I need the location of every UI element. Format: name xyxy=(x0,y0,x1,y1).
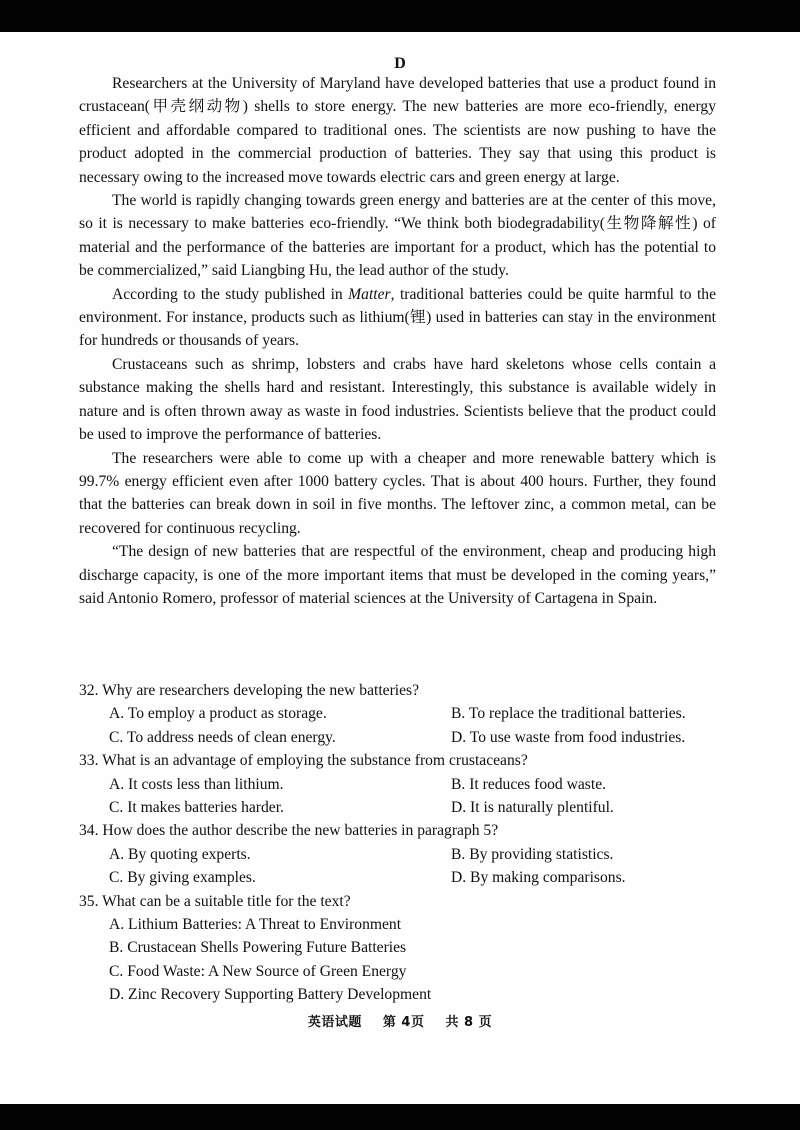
question-34 xyxy=(79,819,719,889)
option-a: A. To employ a product as storage. xyxy=(109,705,327,723)
paragraph-2: The world is rapidly changing towards green energy and batteries are at the center of this move, so it is necessary to make batteries eco-friendly. “We think both biodegradability(生物降解性) of material and the performance of the batteries are important for a product, which has the potential to be commercialized,” said Liangbing Hu, the lead author of the study. xyxy=(79,192,716,280)
answer-options xyxy=(79,702,719,749)
answer-options xyxy=(79,843,719,890)
option-c: C. By giving examples. xyxy=(109,869,256,887)
footer-subject: 英语试题 xyxy=(307,1015,362,1030)
option-b: B. It reduces food waste. xyxy=(451,775,607,793)
option-a: A. Lithium Batteries: A Threat to Environment xyxy=(109,916,402,934)
option-c: C. It makes batteries harder. xyxy=(109,799,284,817)
option-d: D. To use waste from food industries. xyxy=(451,728,686,746)
question-list xyxy=(79,679,719,1007)
option-d: D. Zinc Recovery Supporting Battery Development xyxy=(109,986,432,1004)
journal-name: Matter xyxy=(348,285,391,303)
paragraph-3 xyxy=(79,283,716,353)
paragraph-1: Researchers at the University of Maryland have developed batteries that use a product found in crustacean(甲壳纲动物) shells to store energy. The new batteries are more eco-friendly, energy efficient and affordable compared to traditional ones. The scientists are now pushing to have the product adopted in the commercial production of batteries. They say that using this product is necessary owing to the increased move towards electric cars and green energy at large. xyxy=(79,75,716,186)
paragraph-5: The researchers were able to come up with a cheaper and more renewable battery which is 99.7% energy efficient even after 1000 battery cycles. That is about 400 hours. Further, they found that the batteries can break down in soil in five months. The leftover zinc, a common metal, can be recovered for continuous recycling. xyxy=(79,449,716,537)
option-d: D. It is naturally plentiful. xyxy=(451,799,614,817)
paragraph-3-part-1: According to the study published in xyxy=(112,285,349,303)
paragraph-6: “The design of new batteries that are respectful of the environment, cheap and producing high discharge capacity, is one of the more important items that must be developed in the coming years,” said Antonio Romero, professor of material sciences at the University of Cartagena in Spain. xyxy=(79,543,716,607)
bottom-black-border xyxy=(0,1104,800,1130)
option-b: B. Crustacean Shells Powering Future Batteries xyxy=(109,939,407,957)
footer-total-pages: 共 8 页 xyxy=(445,1015,493,1030)
reading-passage xyxy=(79,72,716,610)
option-a: A. It costs less than lithium. xyxy=(109,775,284,793)
question-stem: 34. How does the author describe the new batteries in paragraph 5? xyxy=(79,822,499,840)
question-stem: 33. What is an advantage of employing the substance from crustaceans? xyxy=(79,752,528,770)
section-letter: D xyxy=(394,55,406,72)
top-black-border xyxy=(0,0,800,32)
question-32 xyxy=(79,679,719,749)
option-a: A. By quoting experts. xyxy=(109,845,251,863)
question-stem: 32. Why are researchers developing the new batteries? xyxy=(79,682,420,699)
page-footer xyxy=(0,1011,800,1030)
option-b: B. By providing statistics. xyxy=(451,845,614,863)
answer-options xyxy=(79,913,719,1007)
option-c: C. To address needs of clean energy. xyxy=(109,728,336,746)
footer-page-number: 第 4页 xyxy=(382,1015,425,1030)
paragraph-4: Crustaceans such as shrimp, lobsters and crabs have hard skeletons whose cells contain a substance making the shells hard and resistant. Interestingly, this substance is available widely in nature and is often thrown away as waste in food industries. Scientists believe that the product could be used to improve the performance of batteries. xyxy=(79,355,716,444)
answer-options xyxy=(79,773,719,820)
option-d: D. By making comparisons. xyxy=(451,869,626,887)
option-b: B. To replace the traditional batteries. xyxy=(451,705,686,723)
question-33 xyxy=(79,749,719,819)
option-c: C. Food Waste: A New Source of Green Energy xyxy=(109,962,407,980)
paragraph-3-part-2: , traditional batteries could be quite harmful to the environment. For instance, products such as lithium(锂) used in batteries can stay in the environment for hundreds or thousands of years. xyxy=(79,285,716,350)
question-stem: 35. What can be a suitable title for the text? xyxy=(79,892,351,910)
question-35 xyxy=(79,890,719,1007)
